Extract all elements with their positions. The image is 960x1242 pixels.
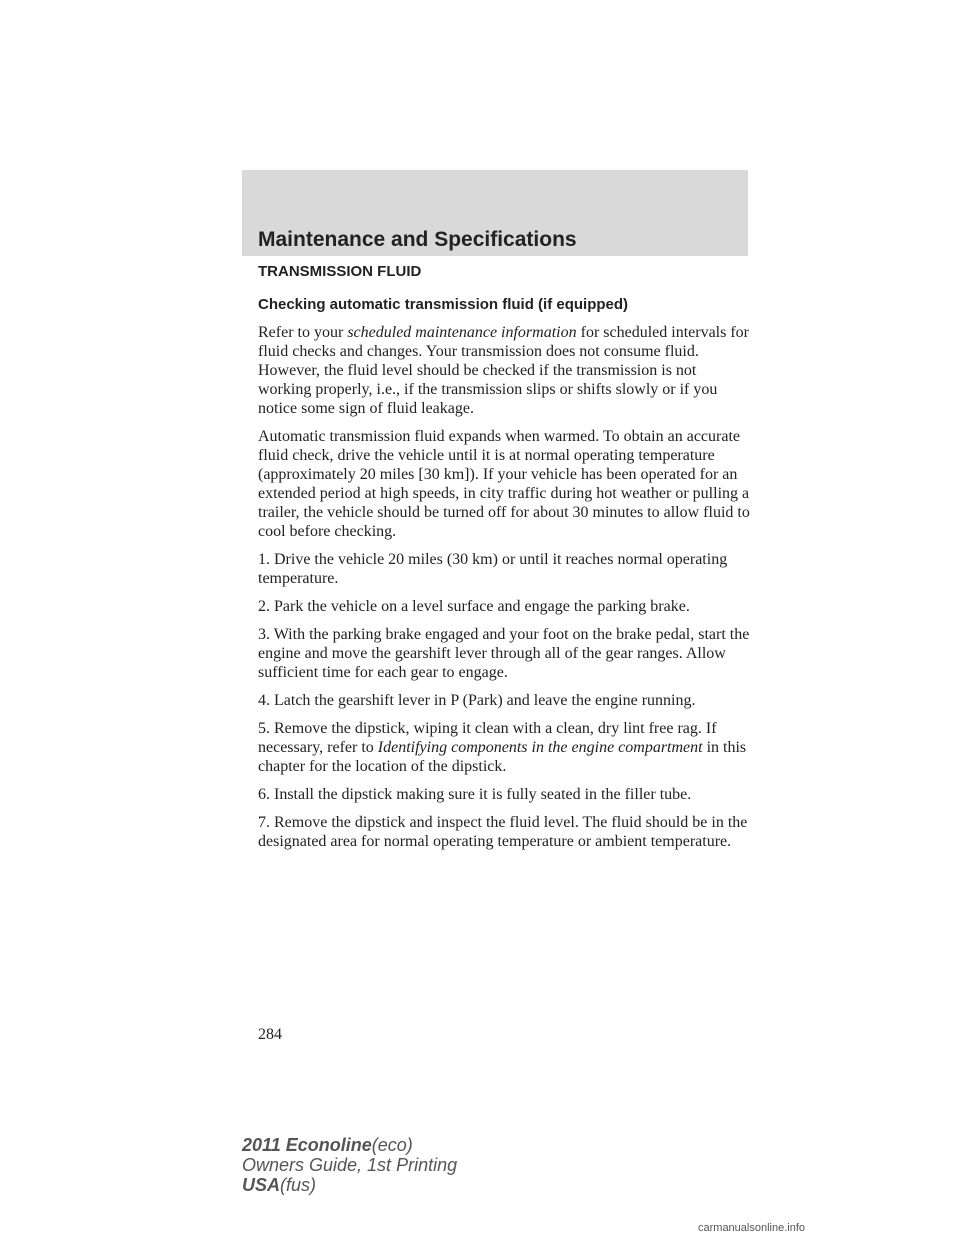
- chapter-title: Maintenance and Specifications: [258, 228, 577, 251]
- step-7: 7. Remove the dipstick and inspect the fluid level. The fluid should be in the designated area for normal operating temperature or ambient temperature.: [258, 814, 748, 850]
- step-1: 1. Drive the vehicle 20 miles (30 km) or until it reaches normal operating temperature.: [258, 551, 728, 587]
- subsection-title: Checking automatic transmission fluid (if equipped): [258, 296, 629, 313]
- footer-model: 2011 Econoline: [242, 1135, 372, 1155]
- step-2: 2. Park the vehicle on a level surface and engage the parking brake.: [258, 598, 690, 615]
- footer-region: USA: [242, 1175, 281, 1195]
- intro-paragraph: [258, 323, 750, 418]
- footer-model-code: (eco): [371, 1135, 413, 1155]
- intro-italic-reference: scheduled maintenance information: [347, 324, 577, 341]
- watermark-text: carmanualsonline.info: [698, 1222, 806, 1234]
- step-3: 3. With the parking brake engaged and your foot on the brake pedal, start the engine and move the gearshift lever through all of the gear ranges. Allow sufficient time for each gear to engage.: [258, 626, 750, 681]
- step-5-pre: 5. Remove the dipstick, wiping it clean with a clean, dry lint free rag. If necessary, refer to: [258, 720, 717, 756]
- document-footer: [242, 1135, 457, 1195]
- intro-post: for scheduled intervals for fluid checks and changes. Your transmission does not consume fluid. However, the fluid level should be checked if the transmission is not working properly, i.e., if the transmission slips or shifts slowly or if you notice some sign of fluid leakage.: [258, 324, 749, 417]
- footer-region-code: (fus): [280, 1175, 317, 1195]
- footer-line-1: [242, 1135, 457, 1155]
- step-5-post: in this chapter for the location of the dipstick.: [258, 739, 747, 775]
- page-number: 284: [258, 1026, 282, 1043]
- step-5-italic-reference: Identifying components in the engine compartment: [377, 739, 703, 756]
- step-5: [258, 719, 750, 776]
- footer-line-3: [242, 1175, 457, 1195]
- section-title: TRANSMISSION FLUID: [258, 263, 422, 280]
- footer-line-2: Owners Guide, 1st Printing: [242, 1155, 458, 1175]
- intro-pre: Refer to your: [258, 324, 348, 341]
- step-6: 6. Install the dipstick making sure it is fully seated in the filler tube.: [258, 786, 692, 803]
- step-4: 4. Latch the gearshift lever in P (Park) and leave the engine running.: [258, 692, 696, 709]
- page-content: [258, 262, 750, 860]
- fluid-expansion-paragraph: Automatic transmission fluid expands when warmed. To obtain an accurate fluid check, drive the vehicle until it is at normal operating temperature (approximately 20 miles [30 km]). If your vehicle has been operated for an extended period at high speeds, in city traffic during hot weather or pulling a trailer, the vehicle should be turned off for about 30 minutes to allow fluid to cool before checking.: [258, 428, 750, 540]
